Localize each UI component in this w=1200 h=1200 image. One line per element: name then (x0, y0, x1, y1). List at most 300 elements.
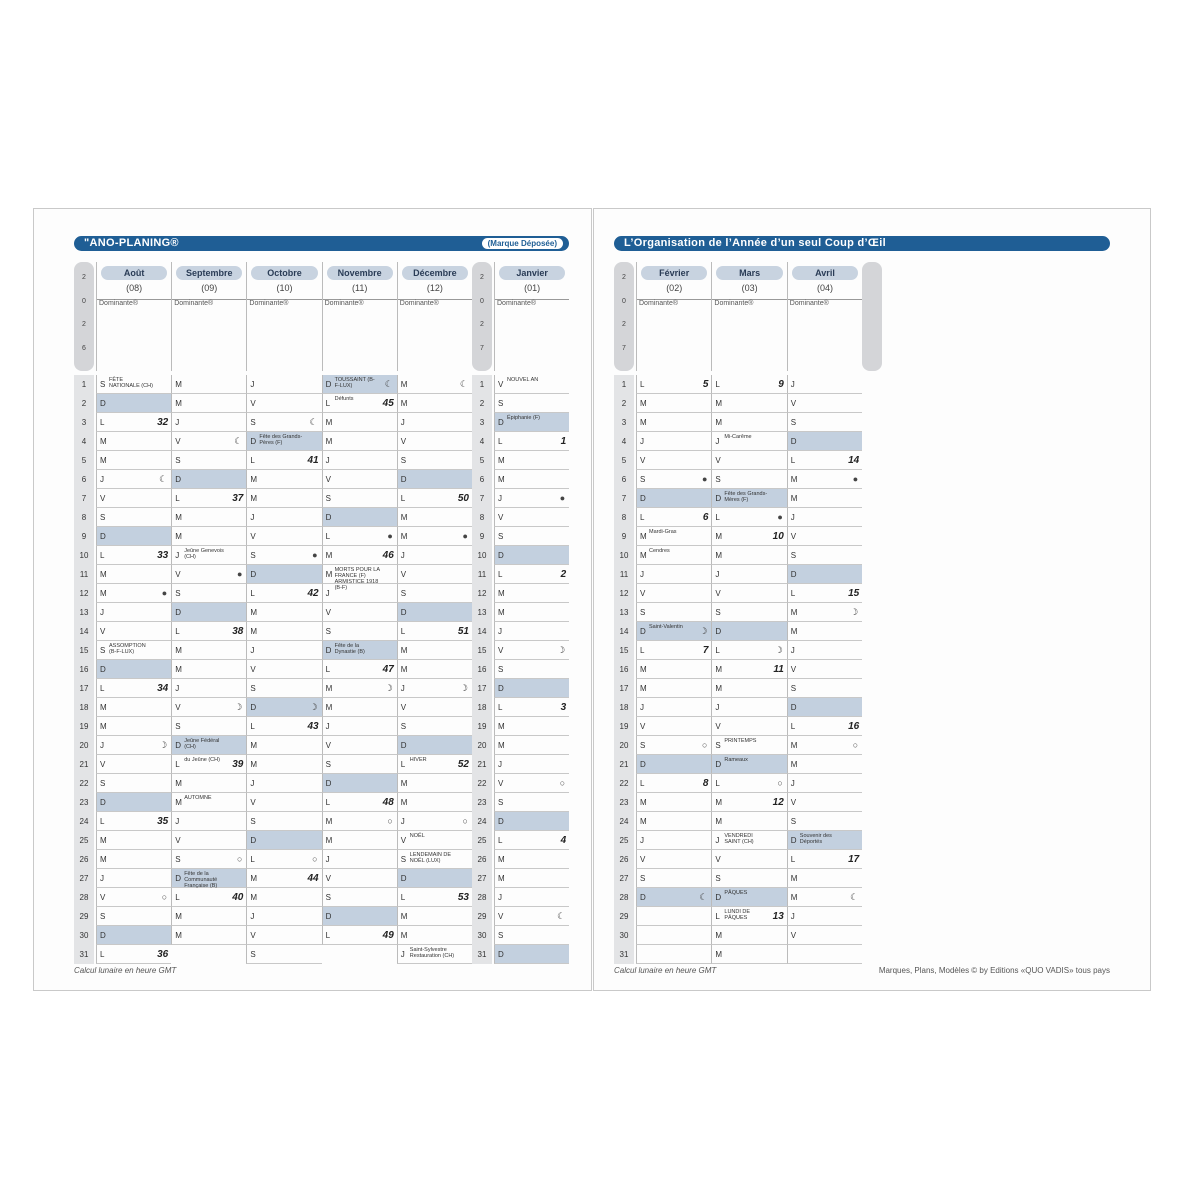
day-cell[interactable] (322, 622, 397, 641)
day-cell[interactable] (636, 869, 711, 888)
day-cell[interactable] (171, 755, 246, 774)
day-cell[interactable] (787, 869, 862, 888)
weekday-letter: V (715, 722, 721, 731)
day-cell[interactable] (246, 869, 321, 888)
day-cell[interactable] (711, 565, 786, 584)
month-number: (12) (426, 283, 443, 293)
day-cell[interactable] (494, 489, 569, 508)
day-cell[interactable] (171, 508, 246, 527)
day-cell[interactable] (96, 603, 171, 622)
day-cell[interactable] (246, 527, 321, 546)
day-cell[interactable] (397, 470, 472, 489)
day-cell[interactable] (171, 850, 246, 869)
day-cell[interactable] (711, 850, 786, 869)
day-cell[interactable] (246, 736, 321, 755)
day-cell[interactable] (711, 812, 786, 831)
day-cell[interactable] (787, 565, 862, 584)
day-number-row (472, 812, 492, 831)
day-cell[interactable] (96, 850, 171, 869)
day-cell[interactable] (636, 736, 711, 755)
day-cell[interactable] (636, 413, 711, 432)
day-cell[interactable] (787, 470, 862, 489)
day-cell[interactable] (787, 641, 862, 660)
day-cell[interactable] (494, 527, 569, 546)
copyright-footer: Marques, Plans, Modèles © by Editions «QUO VADIS» tous pays (878, 966, 1110, 975)
day-cell[interactable] (171, 888, 246, 907)
day-cell[interactable] (711, 470, 786, 489)
day-cell[interactable] (711, 660, 786, 679)
day-cell[interactable] (96, 508, 171, 527)
day-cell[interactable] (636, 527, 711, 546)
day-cell[interactable] (171, 812, 246, 831)
day-cell[interactable] (322, 584, 397, 603)
holiday-note: PRINTEMPS (724, 738, 757, 744)
day-cell[interactable] (787, 831, 862, 850)
day-cell[interactable] (397, 831, 472, 850)
day-cell[interactable] (397, 584, 472, 603)
day-cell[interactable] (397, 907, 472, 926)
day-cell[interactable] (246, 717, 321, 736)
day-cell[interactable] (322, 451, 397, 470)
day-cell[interactable] (636, 432, 711, 451)
day-cell[interactable] (96, 489, 171, 508)
day-cell[interactable] (322, 432, 397, 451)
day-cell[interactable] (494, 831, 569, 850)
day-cell[interactable] (171, 869, 246, 888)
day-cell[interactable] (636, 698, 711, 717)
day-cell[interactable] (246, 508, 321, 527)
day-cell[interactable] (322, 413, 397, 432)
day-cell[interactable] (711, 755, 786, 774)
day-cell[interactable] (711, 869, 786, 888)
day-cell[interactable] (636, 470, 711, 489)
day-cell[interactable] (322, 831, 397, 850)
day-cell[interactable] (711, 679, 786, 698)
day-cell[interactable] (494, 755, 569, 774)
day-cell[interactable] (494, 698, 569, 717)
day-cell[interactable] (322, 470, 397, 489)
day-cell[interactable] (636, 774, 711, 793)
day-cell[interactable] (711, 907, 786, 926)
day-cell[interactable] (171, 717, 246, 736)
day-cell[interactable] (322, 926, 397, 945)
day-cell[interactable] (322, 660, 397, 679)
day-cell[interactable] (711, 489, 786, 508)
day-cell[interactable] (397, 641, 472, 660)
day-cell[interactable] (494, 432, 569, 451)
day-cell[interactable] (322, 774, 397, 793)
day-cell[interactable] (96, 945, 171, 964)
day-cell[interactable] (96, 774, 171, 793)
day-cell[interactable] (711, 774, 786, 793)
day-cell[interactable] (246, 622, 321, 641)
day-cell[interactable] (96, 527, 171, 546)
day-cell[interactable] (322, 394, 397, 413)
day-cell[interactable] (246, 546, 321, 565)
day-cell[interactable] (397, 755, 472, 774)
day-cell[interactable] (711, 375, 786, 394)
day-cell[interactable] (397, 432, 472, 451)
day-cell[interactable] (636, 451, 711, 470)
day-cell[interactable] (711, 698, 786, 717)
day-cell[interactable] (711, 508, 786, 527)
day-cell[interactable] (246, 565, 321, 584)
day-cell[interactable] (322, 736, 397, 755)
day-cell[interactable] (711, 831, 786, 850)
day-cell[interactable] (246, 660, 321, 679)
day-cell[interactable] (322, 793, 397, 812)
day-number: 9 (614, 527, 634, 546)
day-cell[interactable] (787, 622, 862, 641)
day-cell[interactable] (711, 793, 786, 812)
day-cell[interactable] (787, 394, 862, 413)
day-cell[interactable] (711, 945, 786, 964)
day-cell[interactable] (787, 850, 862, 869)
day-cell[interactable] (171, 679, 246, 698)
day-cell[interactable] (494, 508, 569, 527)
day-cell[interactable] (397, 527, 472, 546)
day-cell[interactable] (246, 907, 321, 926)
day-number: 7 (74, 489, 94, 508)
day-cell[interactable] (494, 413, 569, 432)
day-cell[interactable] (246, 945, 321, 964)
day-cell[interactable] (246, 470, 321, 489)
day-cell[interactable] (96, 698, 171, 717)
day-cell[interactable] (246, 584, 321, 603)
day-cell[interactable] (96, 565, 171, 584)
day-cell[interactable] (322, 375, 397, 394)
day-cell[interactable] (171, 603, 246, 622)
day-cell[interactable] (322, 565, 397, 591)
day-cell[interactable] (636, 641, 711, 660)
day-cell[interactable] (322, 888, 397, 907)
day-cell[interactable] (96, 812, 171, 831)
day-cell[interactable] (787, 888, 862, 907)
day-cell[interactable] (171, 527, 246, 546)
day-cell[interactable] (636, 945, 711, 964)
day-cell[interactable] (397, 945, 472, 964)
day-cell[interactable] (171, 470, 246, 489)
day-cell[interactable] (711, 603, 786, 622)
day-cell[interactable] (787, 907, 862, 926)
day-number-row (614, 907, 634, 926)
day-cell[interactable] (636, 888, 711, 907)
day-cell[interactable] (96, 736, 171, 755)
day-cell[interactable] (246, 432, 321, 451)
day-cell[interactable] (636, 375, 711, 394)
day-cell[interactable] (787, 413, 862, 432)
day-cell[interactable] (494, 812, 569, 831)
day-cell[interactable] (636, 565, 711, 584)
day-cell[interactable] (397, 717, 472, 736)
day-cell[interactable] (397, 603, 472, 622)
day-cell[interactable] (494, 603, 569, 622)
day-cell[interactable] (322, 508, 397, 527)
day-cell[interactable] (494, 470, 569, 489)
day-cell[interactable] (171, 641, 246, 660)
day-cell[interactable] (171, 413, 246, 432)
day-cell[interactable] (711, 622, 786, 641)
day-cell[interactable] (397, 793, 472, 812)
day-cell[interactable] (322, 603, 397, 622)
day-cell[interactable] (636, 603, 711, 622)
left-footer: Calcul lunaire en heure GMT (74, 966, 177, 975)
day-cell[interactable] (397, 508, 472, 527)
day-cell[interactable] (171, 907, 246, 926)
day-cell[interactable] (171, 660, 246, 679)
day-cell[interactable] (96, 622, 171, 641)
day-cell[interactable] (636, 793, 711, 812)
weekday-letter: S (100, 380, 106, 389)
day-cell[interactable] (246, 888, 321, 907)
day-cell[interactable] (494, 850, 569, 869)
day-cell[interactable] (711, 926, 786, 945)
moon-phase-icon: ☾ (384, 379, 393, 389)
day-cell[interactable] (322, 869, 397, 888)
day-cell[interactable] (397, 736, 472, 755)
day-cell[interactable] (246, 926, 321, 945)
day-cell[interactable] (322, 850, 397, 869)
day-number: 4 (74, 432, 94, 451)
day-cell[interactable] (494, 660, 569, 679)
day-cell[interactable] (246, 641, 321, 660)
day-cell[interactable] (494, 546, 569, 565)
day-cell[interactable] (246, 603, 321, 622)
day-cell[interactable] (494, 375, 569, 394)
day-cell[interactable] (636, 717, 711, 736)
day-cell[interactable] (397, 489, 472, 508)
day-cell[interactable] (711, 888, 786, 907)
day-cell[interactable] (787, 660, 862, 679)
day-cell[interactable] (96, 869, 171, 888)
day-cell[interactable] (787, 926, 862, 945)
day-cell[interactable] (711, 546, 786, 565)
day-cell[interactable] (397, 451, 472, 470)
day-cell[interactable] (636, 508, 711, 527)
day-cell[interactable] (787, 736, 862, 755)
dominante-label: Dominante® (789, 300, 829, 307)
day-cell[interactable] (322, 679, 397, 698)
day-cell[interactable] (711, 717, 786, 736)
day-cell[interactable] (246, 679, 321, 698)
day-cell[interactable] (787, 793, 862, 812)
day-cell[interactable] (96, 584, 171, 603)
day-cell[interactable] (171, 622, 246, 641)
day-cell[interactable] (171, 793, 246, 812)
day-cell[interactable] (246, 755, 321, 774)
right-footer: Calcul lunaire en heure GMT (614, 966, 717, 975)
day-cell[interactable] (787, 755, 862, 774)
day-number-row (74, 470, 94, 489)
day-cell[interactable] (96, 679, 171, 698)
day-cell[interactable] (171, 926, 246, 945)
day-cell[interactable] (397, 622, 472, 641)
day-cell[interactable] (246, 831, 321, 850)
day-cell[interactable] (322, 755, 397, 774)
day-cell[interactable] (711, 394, 786, 413)
day-cell[interactable] (397, 812, 472, 831)
day-cell[interactable] (96, 394, 171, 413)
day-cell[interactable] (711, 736, 786, 755)
day-cell[interactable] (171, 831, 246, 850)
weekday-letter: S (100, 646, 106, 655)
day-cell[interactable] (96, 926, 171, 945)
day-cell[interactable] (636, 831, 711, 850)
day-cell[interactable] (322, 527, 397, 546)
day-cell[interactable] (494, 451, 569, 470)
day-cell[interactable] (494, 926, 569, 945)
day-cell[interactable] (494, 622, 569, 641)
day-cell[interactable] (96, 413, 171, 432)
day-cell[interactable] (397, 698, 472, 717)
day-number-row (74, 622, 94, 641)
day-cell[interactable] (636, 907, 711, 926)
day-cell[interactable] (397, 394, 472, 413)
day-cell[interactable] (494, 945, 569, 964)
day-cell[interactable] (96, 546, 171, 565)
day-cell[interactable] (397, 679, 472, 698)
day-cell[interactable] (711, 451, 786, 470)
day-cell[interactable] (246, 451, 321, 470)
day-cell[interactable] (711, 413, 786, 432)
day-cell[interactable] (636, 394, 711, 413)
weekday-letter: V (325, 874, 331, 883)
day-cell[interactable] (494, 793, 569, 812)
day-cell[interactable] (636, 755, 711, 774)
day-cell[interactable] (322, 489, 397, 508)
day-cell[interactable] (494, 774, 569, 793)
day-cell[interactable] (494, 869, 569, 888)
day-cell[interactable] (787, 432, 862, 451)
day-cell[interactable] (397, 774, 472, 793)
weekday-letter: J (498, 627, 502, 636)
day-cell[interactable] (96, 907, 171, 926)
day-cell[interactable] (96, 451, 171, 470)
day-cell[interactable] (711, 584, 786, 603)
day-cell[interactable] (787, 546, 862, 565)
day-cell[interactable] (787, 774, 862, 793)
day-cell[interactable] (96, 660, 171, 679)
day-cell[interactable] (787, 584, 862, 603)
day-cell[interactable] (96, 755, 171, 774)
day-cell[interactable] (397, 546, 472, 565)
day-cell[interactable] (171, 432, 246, 451)
day-cell[interactable] (636, 584, 711, 603)
day-cell[interactable] (494, 584, 569, 603)
day-cell[interactable] (246, 774, 321, 793)
day-cell[interactable] (494, 717, 569, 736)
day-cell[interactable] (787, 451, 862, 470)
day-cell[interactable] (636, 812, 711, 831)
day-cell[interactable] (171, 584, 246, 603)
day-cell[interactable] (787, 527, 862, 546)
weekday-letter: D (325, 380, 332, 389)
day-cell[interactable] (246, 413, 321, 432)
day-cell[interactable] (787, 679, 862, 698)
day-cell[interactable] (171, 546, 246, 565)
day-cell[interactable] (397, 660, 472, 679)
day-cell[interactable] (711, 641, 786, 660)
day-cell[interactable] (171, 375, 246, 394)
day-cell[interactable] (322, 907, 397, 926)
day-cell[interactable] (322, 641, 397, 660)
day-cell[interactable] (322, 812, 397, 831)
day-cell[interactable] (494, 641, 569, 660)
day-cell[interactable] (494, 679, 569, 698)
day-cell[interactable] (494, 565, 569, 584)
day-cell[interactable] (96, 470, 171, 489)
day-cell[interactable] (636, 926, 711, 945)
day-cell[interactable] (636, 546, 711, 565)
day-number: 3 (614, 413, 634, 432)
weekday-letter: M (715, 817, 723, 826)
day-cell[interactable] (787, 717, 862, 736)
day-cell[interactable] (494, 888, 569, 907)
day-cell[interactable] (787, 698, 862, 717)
day-cell[interactable] (636, 679, 711, 698)
day-cell[interactable] (96, 888, 171, 907)
day-cell[interactable] (636, 489, 711, 508)
day-cell[interactable] (246, 698, 321, 717)
day-cell[interactable] (96, 432, 171, 451)
day-cell[interactable] (96, 375, 171, 394)
day-cell[interactable] (171, 736, 246, 755)
day-cell[interactable] (787, 489, 862, 508)
day-cell[interactable] (397, 869, 472, 888)
day-cell[interactable] (397, 850, 472, 869)
day-cell[interactable] (246, 793, 321, 812)
day-cell[interactable] (787, 375, 862, 394)
day-cell[interactable] (636, 622, 711, 641)
day-cell[interactable] (96, 831, 171, 850)
day-cell[interactable] (397, 888, 472, 907)
day-cell[interactable] (171, 774, 246, 793)
day-cell[interactable] (171, 451, 246, 470)
day-cell[interactable] (494, 907, 569, 926)
day-cell[interactable] (171, 489, 246, 508)
day-cell[interactable] (96, 793, 171, 812)
day-cell[interactable] (494, 394, 569, 413)
day-cell[interactable] (711, 432, 786, 451)
day-cell[interactable] (171, 565, 246, 584)
day-cell[interactable] (397, 413, 472, 432)
day-cell[interactable] (787, 603, 862, 622)
day-cell[interactable] (322, 546, 397, 565)
day-cell[interactable] (397, 926, 472, 945)
day-cell[interactable] (787, 508, 862, 527)
day-cell[interactable] (636, 850, 711, 869)
day-cell[interactable] (787, 812, 862, 831)
day-cell[interactable] (322, 698, 397, 717)
day-cell[interactable] (246, 489, 321, 508)
day-cell[interactable] (171, 698, 246, 717)
day-cell[interactable] (246, 850, 321, 869)
day-cell[interactable] (246, 375, 321, 394)
day-cell[interactable] (636, 660, 711, 679)
day-cell[interactable] (96, 641, 171, 660)
moon-phase-icon: ○ (701, 740, 708, 750)
day-cell[interactable] (397, 565, 472, 584)
day-cell[interactable] (494, 736, 569, 755)
day-cell[interactable] (246, 394, 321, 413)
day-cell[interactable] (246, 812, 321, 831)
day-cell[interactable] (397, 375, 472, 394)
day-cell[interactable] (787, 945, 862, 964)
day-cell[interactable] (322, 717, 397, 736)
day-cell[interactable] (171, 394, 246, 413)
day-cell[interactable] (711, 527, 786, 546)
day-cell[interactable] (96, 717, 171, 736)
